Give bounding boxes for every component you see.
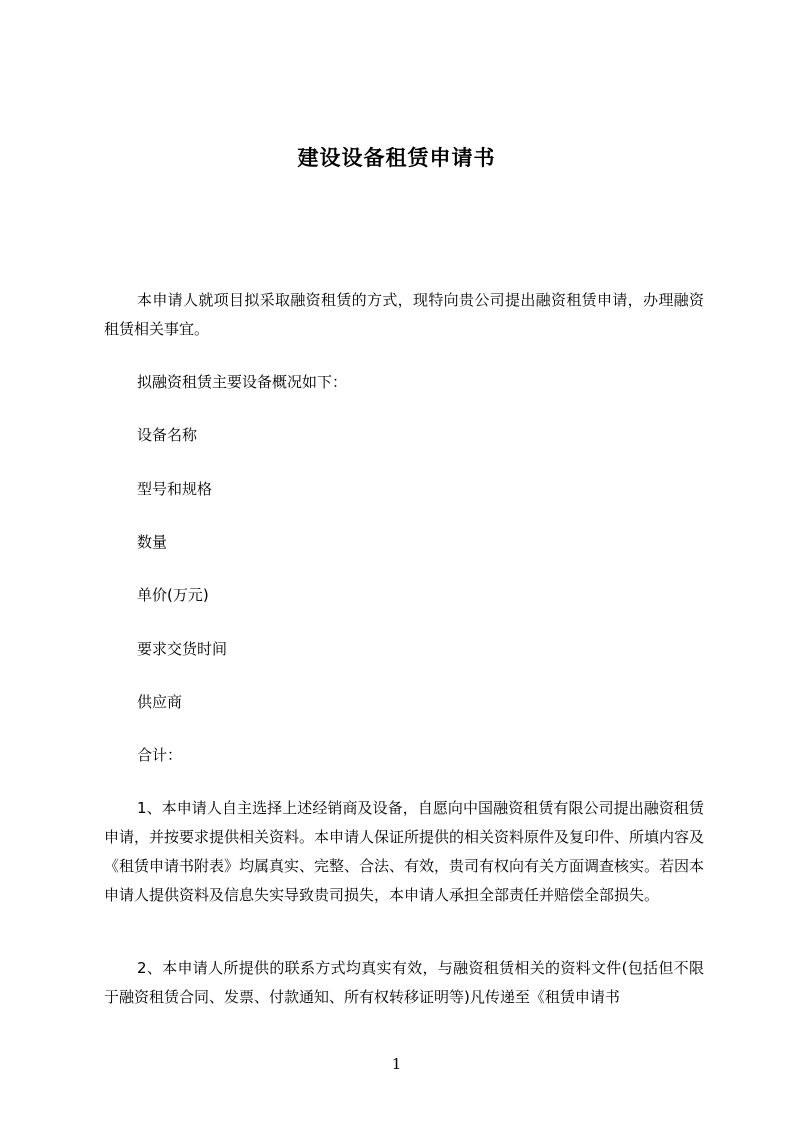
intro-paragraph: 本申请人就项目拟采取融资租赁的方式，现特向贵公司提出融资租赁申请，办理融资租赁相关事宜。	[104, 291, 704, 338]
field-quantity: 数量	[137, 533, 168, 551]
document-title: 建设设备租赁申请书	[297, 146, 496, 170]
field-delivery-time: 要求交货时间	[137, 640, 228, 658]
field-model-spec: 型号和规格	[137, 480, 213, 498]
field-total: 合计：	[137, 746, 183, 764]
field-supplier: 供应商	[137, 693, 183, 711]
equipment-intro: 拟融资租赁主要设备概况如下：	[137, 373, 348, 391]
clause-1: 1、本申请人自主选择上述经销商及设备，自愿向中国融资租赁有限公司提出融资租赁申请，并按要求提供相关资料。本申请人保证所提供的相关资料原件及复印件、所填内容及《租赁申请书附表》均属真实、完整、合法、有效，贵司有权向有关方面调查核实。若因本申请人提供资料及信息失实导致贵司损失，本申请人承担全部责任并赔偿全部损失。	[104, 799, 705, 904]
page-number: 1	[391, 1055, 402, 1073]
clause-2: 2、本申请人所提供的联系方式均真实有效，与融资租赁相关的资料文件(包括但不限于融资租赁合同、发票、付款通知、所有权转移证明等)凡传递至《租赁申请书	[104, 959, 704, 1006]
field-equipment-name: 设备名称	[137, 426, 198, 444]
field-unit-price: 单价(万元)	[137, 586, 209, 604]
